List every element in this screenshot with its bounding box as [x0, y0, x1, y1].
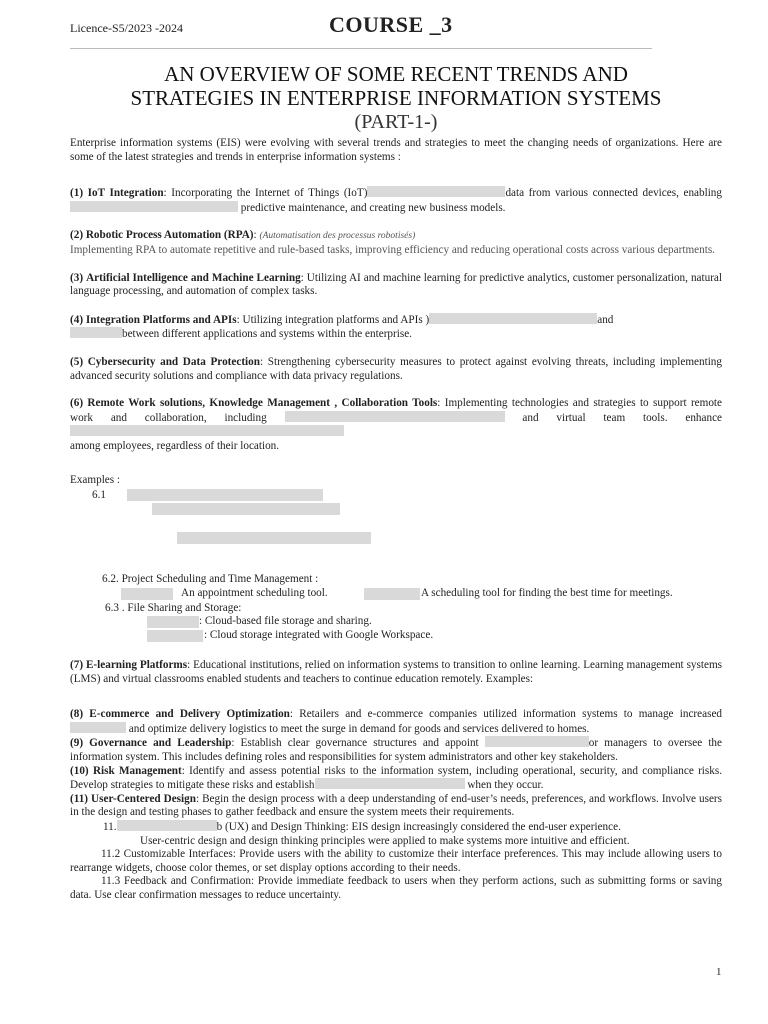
example-6-3-b: : Cloud storage integrated with Google Workspace. [204, 629, 434, 641]
redaction-block [152, 503, 340, 515]
section-5-number: (5) [70, 355, 84, 368]
page-number: 1 [716, 966, 722, 978]
section-8-text-b: and optimize delivery logistics to meet the surge in demand for goods and services delivered to homes. [126, 722, 590, 735]
section-11-1-number: 11. [103, 820, 117, 833]
intro-paragraph: Enterprise information systems (EIS) were evolving with several trends and strategies to meet the changing needs of organizations. Here are some of the latest strategies and trends in enterprise information systems : [70, 137, 722, 163]
section-1 [70, 186, 722, 215]
section-11-3: 11.3 Feedback and Confirmation: Provide immediate feedback to users when they perform actions, such as submitting forms or saving data. Use clear confirmation messages to reduce uncertainty. [70, 875, 722, 901]
section-11-2: 11.2 Customizable Interfaces: Provide users with the ability to customize their interface preferences. This may include allowing users to rearrange widgets, choose color themes, or set display options according to their needs. [70, 848, 722, 874]
example-6-1: 6.1 [92, 489, 106, 501]
redaction-block [147, 616, 199, 628]
section-6-text-a: : Implementing technologies and strategies to support remote work and collaboration, including [70, 397, 723, 424]
redaction-block [367, 186, 505, 197]
section-9 [70, 736, 722, 764]
section-10-heading: Risk Management [92, 764, 182, 777]
section-11-heading: User-Centered Design [91, 792, 196, 805]
licence-label: Licence-S5/2023 -2024 [70, 21, 183, 35]
section-3-heading: Artificial Intelligence and Machine Learning [86, 271, 301, 284]
section-7-body: : Educational institutions, relied on information systems to transition to online learning. Learning management systems (LMS) and virtual classrooms enabled students and teachers to continue education remotely. Examples: [70, 659, 722, 685]
document-body-lower [70, 659, 722, 903]
section-10-text-a: : Identify and assess potential risks to the information system, including operational, security, and compliance risks. Develop strategies to mitigate these risks and establish [70, 764, 723, 792]
redaction-block [364, 588, 420, 600]
section-9-heading: Governance and Leadership [89, 737, 232, 750]
document-title [70, 62, 722, 110]
section-7-heading: E-learning Platforms [85, 659, 188, 671]
section-8-text-a: : Retailers and e-commerce companies utilized information systems to manage increased [289, 708, 723, 721]
section-6-text-c: among employees, regardless of their location. [70, 439, 280, 452]
section-9-text-b: or managers to oversee the information system. This includes defining roles and responsibilities for system administrators and other key stakeholders. [70, 737, 722, 763]
section-2-number: (2) [70, 229, 84, 242]
section-3-body: : Utilizing AI and machine learning for predictive analytics, customer personalization, natural language processing, and automation of complex tasks. [70, 271, 723, 298]
example-6-3-a: : Cloud-based file storage and sharing. [199, 615, 372, 627]
document-body [70, 137, 722, 454]
example-6-2-b: A scheduling tool for finding the best time for meetings. [421, 587, 673, 599]
section-1-text-c: predictive maintenance, and creating new business models. [238, 201, 506, 214]
redaction-block [70, 722, 126, 733]
section-2-body: Implementing RPA to automate repetitive and rule-based tasks, improving efficiency and reducing operational costs across various departments. [70, 243, 715, 256]
section-1-text-a: : Incorporating the Internet of Things (IoT) [163, 187, 368, 200]
course-title: COURSE _3 [329, 12, 453, 37]
section-9-text-a: : Establish clear governance structures and appoint [231, 737, 479, 750]
example-6-2-heading: 6.2. Project Scheduling and Time Management : [102, 573, 319, 585]
redaction-block [429, 313, 597, 324]
section-7-number: (7) [70, 659, 84, 671]
redaction-block [177, 532, 371, 544]
section-11-1 [70, 820, 722, 835]
title-line-1: AN OVERVIEW OF SOME RECENT TRENDS AND [164, 62, 628, 86]
section-4-heading: Integration Platforms and APIs [85, 313, 237, 326]
section-1-text-b: data from various connected devices, enabling [505, 187, 722, 200]
redaction-block [147, 630, 203, 642]
section-8-number: (8) [70, 708, 84, 721]
section-1-heading: IoT Integration [87, 187, 164, 200]
title-part: (PART-1-) [354, 111, 438, 133]
section-4 [70, 313, 722, 342]
redaction-block [127, 489, 323, 501]
section-6 [70, 397, 722, 453]
redaction-block [70, 425, 344, 436]
section-2-note: (Automatisation des processus robotisés) [259, 231, 416, 242]
section-11-number: (11) [70, 792, 89, 805]
section-11-1-continued: User-centric design and design thinking principles were applied to make systems more intuitive and efficient. [140, 834, 630, 847]
section-9-number: (9) [70, 737, 84, 750]
section-4-number: (4) [70, 313, 84, 326]
section-5-body: : Strengthening cybersecurity measures to protect against evolving threats, including implementing advanced security solutions and compliance with data privacy regulations. [70, 355, 722, 382]
section-3-number: (3) [70, 271, 84, 284]
examples-label: Examples : [70, 474, 121, 486]
section-11-body: : Begin the design process with a deep understanding of end-user’s needs, preferences, and workflows. Involve users in the design and testing phases to gather feedback and ensure the system meets their requirements. [70, 792, 723, 819]
redaction-block [70, 327, 122, 338]
title-line-2: STRATEGIES IN ENTERPRISE INFORMATION SYSTEMS [130, 86, 662, 110]
redaction-block [315, 778, 465, 789]
example-6-3-heading: 6.3 . File Sharing and Storage: [105, 602, 242, 614]
section-2-abbr: (RPA) [223, 229, 254, 242]
section-11 [70, 793, 722, 820]
section-4-text-a: : Utilizing integration platforms and APIs ) [236, 313, 430, 326]
section-8-heading: E-commerce and Delivery Optimization [89, 708, 290, 721]
section-5 [70, 356, 722, 383]
redaction-block [121, 588, 173, 600]
section-3 [70, 272, 722, 299]
header-divider [70, 48, 652, 49]
example-6-2-a: An appointment scheduling tool. [181, 587, 328, 599]
section-11-1-text: b (UX) and Design Thinking: EIS design increasingly considered the end-user experience. [216, 820, 621, 833]
section-10 [70, 765, 722, 793]
section-4-text-b: and [597, 313, 614, 326]
section-8 [70, 708, 722, 736]
section-10-text-b: when they occur. [464, 779, 544, 792]
section-2-heading: Robotic Process Automation [85, 229, 222, 242]
redaction-block [485, 736, 589, 747]
section-7 [70, 659, 722, 686]
redaction-block [70, 201, 238, 212]
section-5-heading: Cybersecurity and Data Protection [87, 355, 260, 368]
section-6-number: (6) [70, 397, 84, 410]
section-4-text-c: between different applications and systems within the enterprise. [122, 328, 412, 341]
section-6-heading: Remote Work solutions, Knowledge Management , Collaboration Tools [87, 397, 438, 410]
redaction-block [285, 411, 505, 422]
section-10-number: (10) [70, 764, 89, 777]
section-2: (2) Robotic Process Automation (RPA): (Automatisation des processus robotisés) [70, 229, 416, 242]
section-1-number: (1) [70, 187, 84, 200]
section-6-text-b: and virtual team tools. enhance [504, 411, 723, 424]
redaction-block [117, 820, 217, 831]
